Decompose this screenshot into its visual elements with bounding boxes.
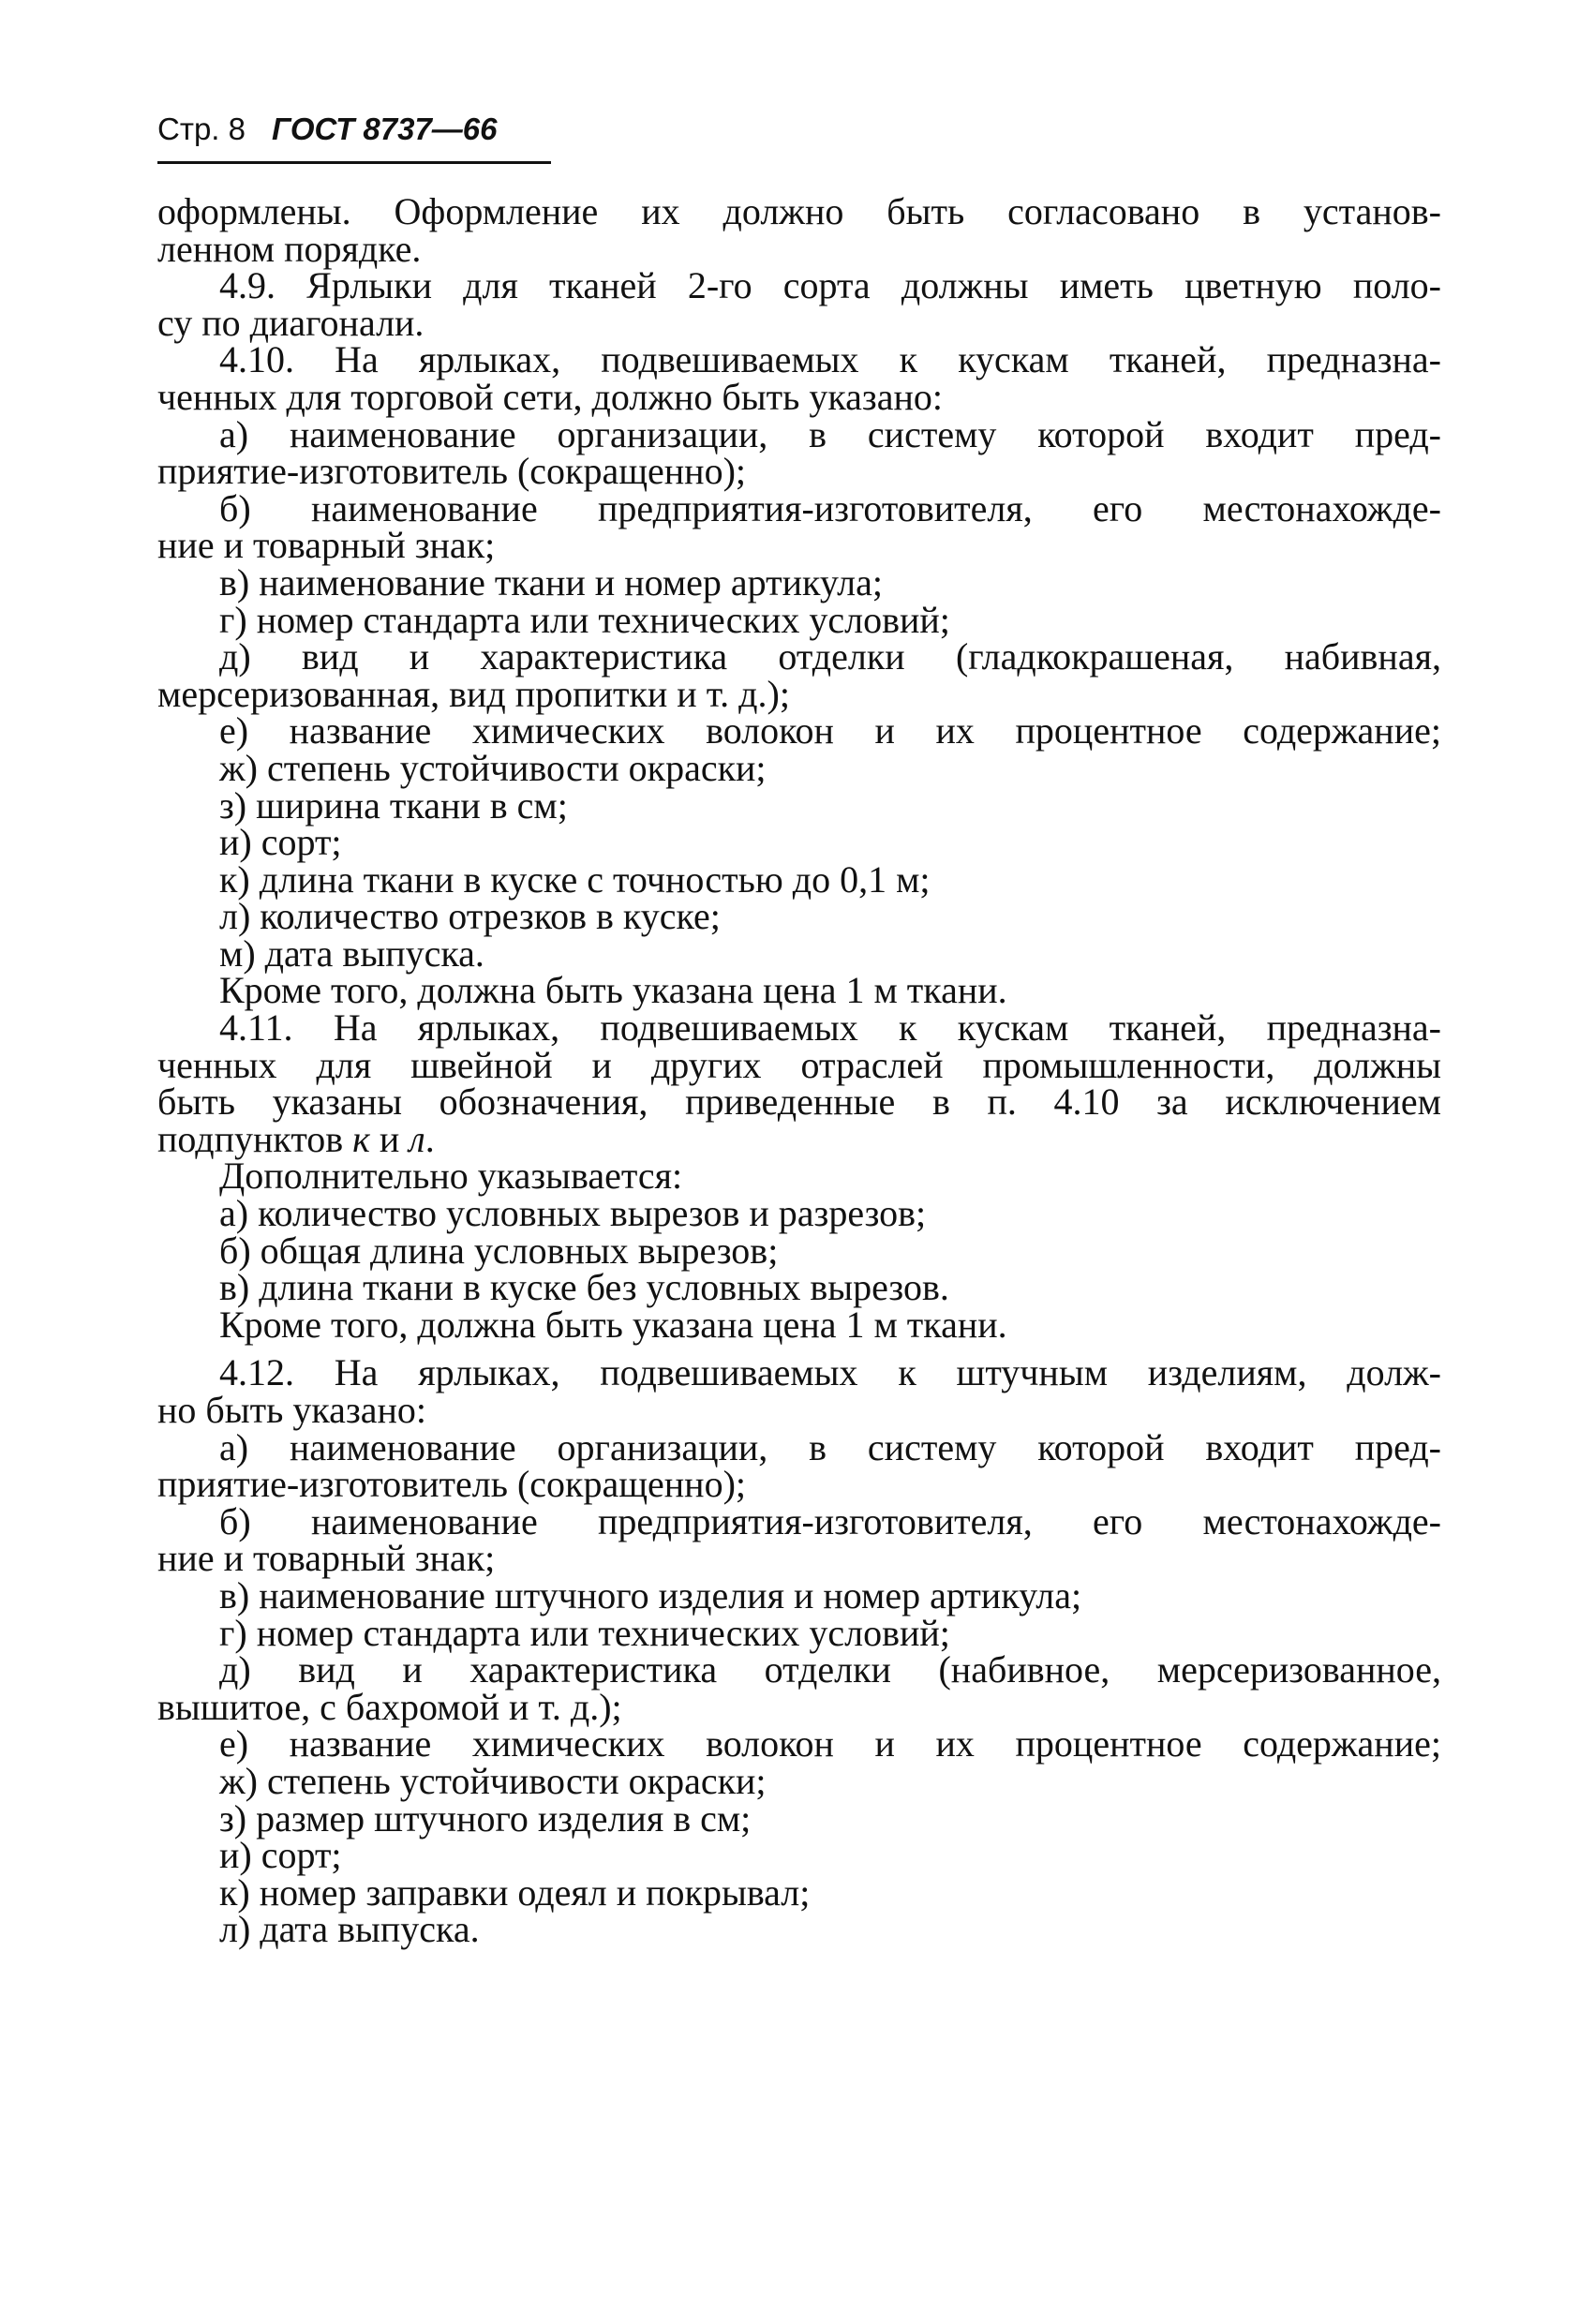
text-line: л) количество отрезков в куске; [219,895,721,938]
text-fragment: подпунктов [157,1117,353,1160]
text-line: ж) степень устойчивости окраски; [219,746,767,789]
text-line: к) номер заправки одеял и покрывал; [219,1870,811,1914]
page-header [157,111,560,148]
text-line: а) наименование организации, в систему которой входит пред- [219,412,1441,455]
text-line [157,1117,1441,1160]
text-line: приятие-изготовитель (сокращенно); [157,450,747,493]
text-line: е) название химических волокон и их процентное содержание; [219,1722,1441,1765]
text-line: ние и товарный знак; [157,1537,496,1580]
text-line: з) размер штучного изделия в см; [219,1796,752,1840]
text-line: ние и товарный знак; [157,524,496,567]
text-line: г) номер стандарта или технических условий; [219,1611,950,1654]
text-fragment: л [409,1117,425,1160]
text-line: з) ширина ткани в см; [219,783,568,827]
text-line: л) дата выпуска. [219,1908,480,1951]
text-line: г) номер стандарта или технических условий; [219,598,950,641]
text-line: 4.9. Ярлыки для тканей 2-го сорта должны иметь цветную полo- [219,264,1441,307]
text-line: а) количество условных вырезов и разрезов; [219,1192,927,1235]
text-line: а) наименование организации, в систему которой входит пред- [219,1425,1441,1468]
text-line: е) название химических волокон и их процентное содержание; [219,709,1441,752]
text-line: в) наименование ткани и номер артикула; [219,560,883,603]
text-line: мерсеризованная, вид пропитки и т. д.); [157,672,790,715]
text-line: б) общая длина условных вырезов; [219,1229,779,1272]
text-line: Дополнительно указывается: [219,1155,683,1198]
text-line: м) дата выпуска. [219,931,484,975]
text-line: и) сорт; [219,821,342,864]
text-fragment: к [352,1117,370,1160]
text-line: ченных для швейной и других отраслей промышленности, должны [157,1043,1441,1086]
text-line: д) вид и характеристика отделки (набивное, мерсеризованное, [219,1648,1441,1691]
text-line: 4.10. На ярлыках, подвешиваемых к кускам тканей, предназна- [219,338,1441,381]
document-body [157,190,1441,1951]
text-fragment: . [425,1117,435,1160]
text-line: к) длина ткани в куске с точностью до 0,1 м; [219,857,931,901]
text-line: су по диагонали. [157,301,425,344]
text-line: вышитое, с бахромой и т. д.); [157,1685,622,1728]
text-line: 4.11. На ярлыках, подвешиваемых к кускам тканей, предназна- [219,1006,1441,1050]
text-fragment: и [369,1117,410,1160]
text-line: ченных для торговой сети, должно быть указано: [157,375,943,418]
text-line: и) сорт; [219,1834,342,1877]
page-number: Стр. 8 [157,112,246,146]
text-line: в) длина ткани в куске без условных вырезов. [219,1266,949,1309]
text-line: быть указаны обозначения, приведенные в п. 4.10 за исключением [157,1080,1441,1124]
text-line: но быть указано: [157,1389,427,1431]
text-line: оформлены. Оформление их должно быть согласовано в установ- [157,190,1441,232]
text-line: Кроме того, должна быть указана цена 1 м ткани. [219,969,1007,1012]
text-line: д) вид и характеристика отделки (гладкокрашеная, набивная, [219,635,1441,678]
standard-number: ГОСТ 8737—66 [272,112,498,146]
text-line: в) наименование штучного изделия и номер артикула; [219,1573,1082,1616]
text-line: Кроме того, должна быть указана цена 1 м ткани. [219,1303,1007,1346]
text-line: приятие-изготовитель (сокращенно); [157,1463,747,1506]
text-line: ленном порядке. [157,227,422,270]
header-rule [157,161,551,164]
text-line: б) наименование предприятия-изготовителя, его местонахожде- [219,1499,1441,1542]
text-line: б) наименование предприятия-изготовителя, его местонахожде- [219,486,1441,529]
text-line: ж) степень устойчивости окраски; [219,1759,767,1802]
text-line: 4.12. На ярлыках, подвешиваемых к штучным изделиям, долж- [219,1351,1441,1394]
